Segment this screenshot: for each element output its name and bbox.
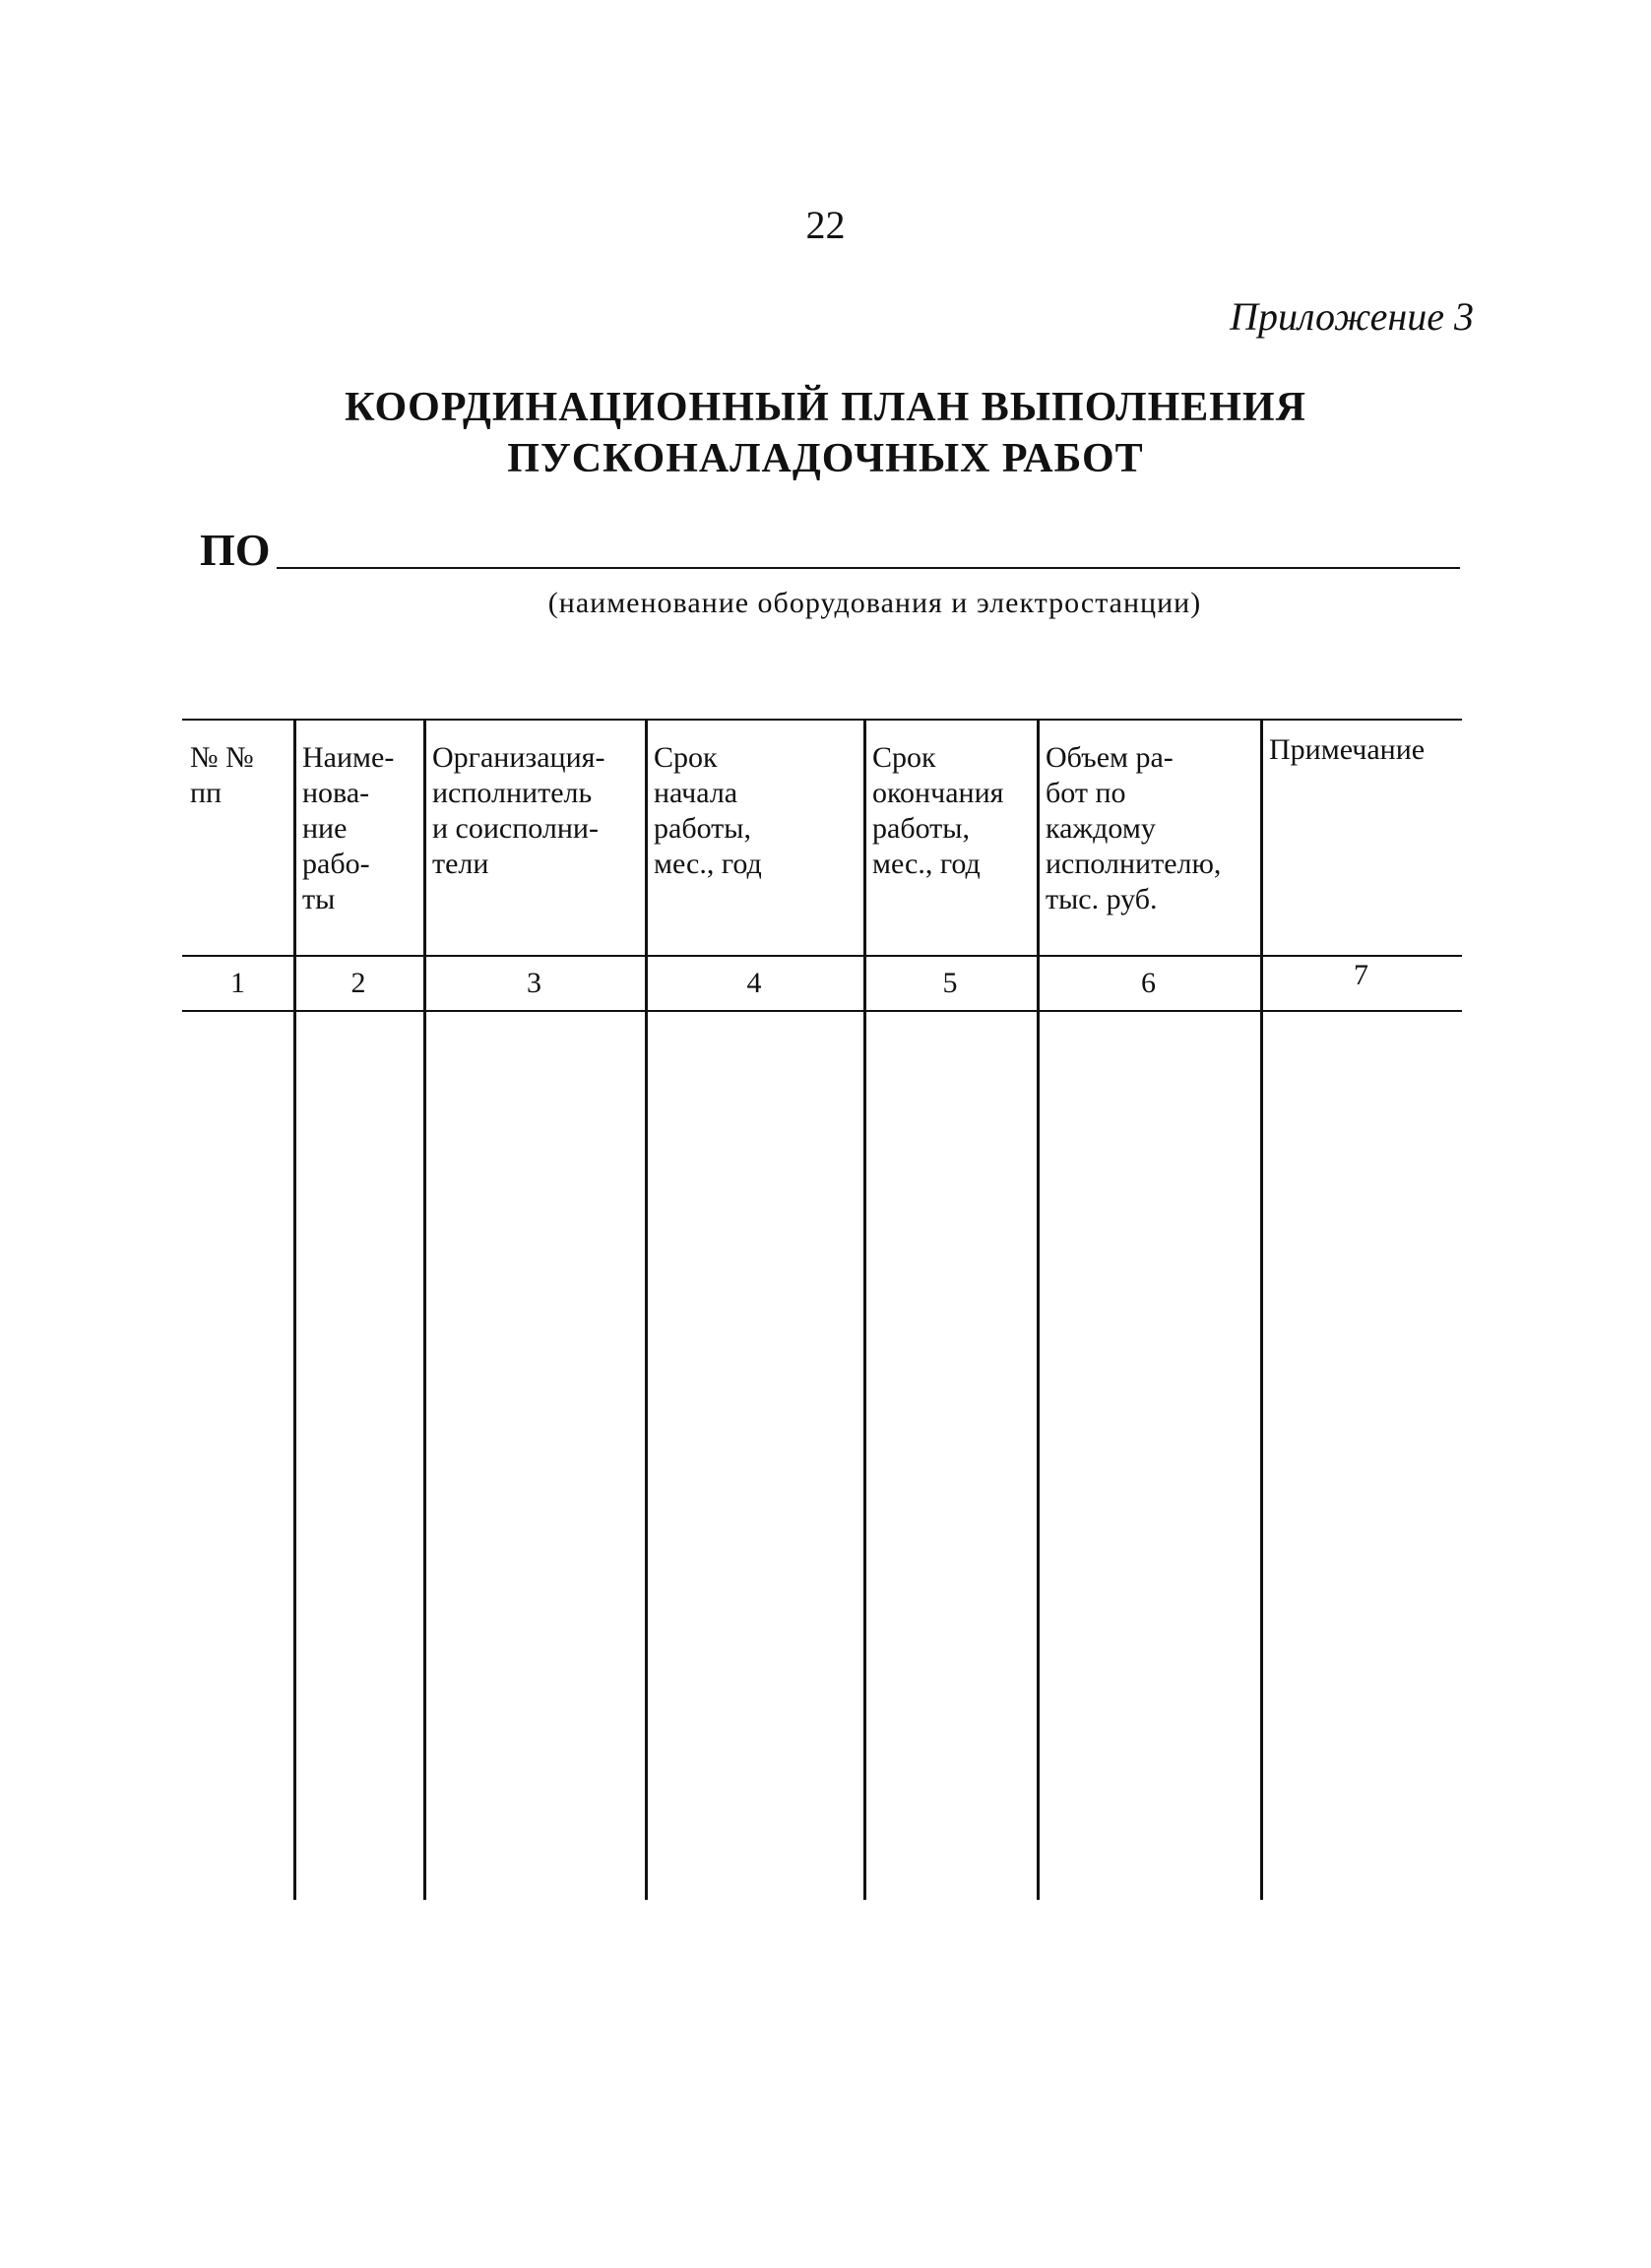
column-divider-3 (645, 719, 648, 1900)
table-header-rule (182, 955, 1462, 957)
po-label: ПО (200, 525, 271, 575)
header-cell-number: № № пп (190, 741, 254, 809)
column-number-5: 5 (942, 967, 958, 999)
title-line-2: ПУСКОНАЛАДОЧНЫХ РАБОТ (507, 436, 1144, 481)
subcaption: (наименование оборудования и электростанции) (547, 587, 1202, 619)
coordination-table (182, 719, 1462, 1900)
header-cell-note: Примечание (1269, 733, 1426, 766)
header-cell-volume: Объем ра- бот по каждому исполнителю, тыс. руб. (1046, 741, 1222, 915)
header-cell-organization: Организация- исполнитель и соисполни- тели (432, 741, 605, 880)
page-number: 22 (805, 203, 846, 247)
appendix-label: Приложение 3 (1230, 294, 1474, 339)
column-divider-1 (293, 719, 296, 1900)
column-number-3: 3 (527, 967, 541, 999)
column-divider-5 (1037, 719, 1040, 1900)
header-cell-work-name: Наиме- нова- ние рабо- ты (302, 741, 395, 915)
column-number-4: 4 (746, 967, 762, 999)
column-number-7: 7 (1354, 959, 1368, 991)
header-cell-end-date: Срок окончания работы, мес., год (872, 741, 1004, 880)
po-fill-line (277, 567, 1460, 569)
po-row (200, 524, 1460, 583)
column-divider-6 (1260, 719, 1263, 1900)
column-number-6: 6 (1141, 967, 1156, 999)
column-divider-2 (423, 719, 426, 1900)
title-line-1: КООРДИНАЦИОННЫЙ ПЛАН ВЫПОЛНЕНИЯ (345, 385, 1306, 430)
header-cell-start-date: Срок начала работы, мес., год (654, 741, 762, 880)
table-top-rule (182, 719, 1462, 721)
column-number-2: 2 (350, 967, 366, 999)
table-number-row-rule (182, 1010, 1462, 1012)
column-divider-4 (863, 719, 866, 1900)
column-number-1: 1 (230, 967, 245, 999)
document-title (0, 382, 1651, 484)
